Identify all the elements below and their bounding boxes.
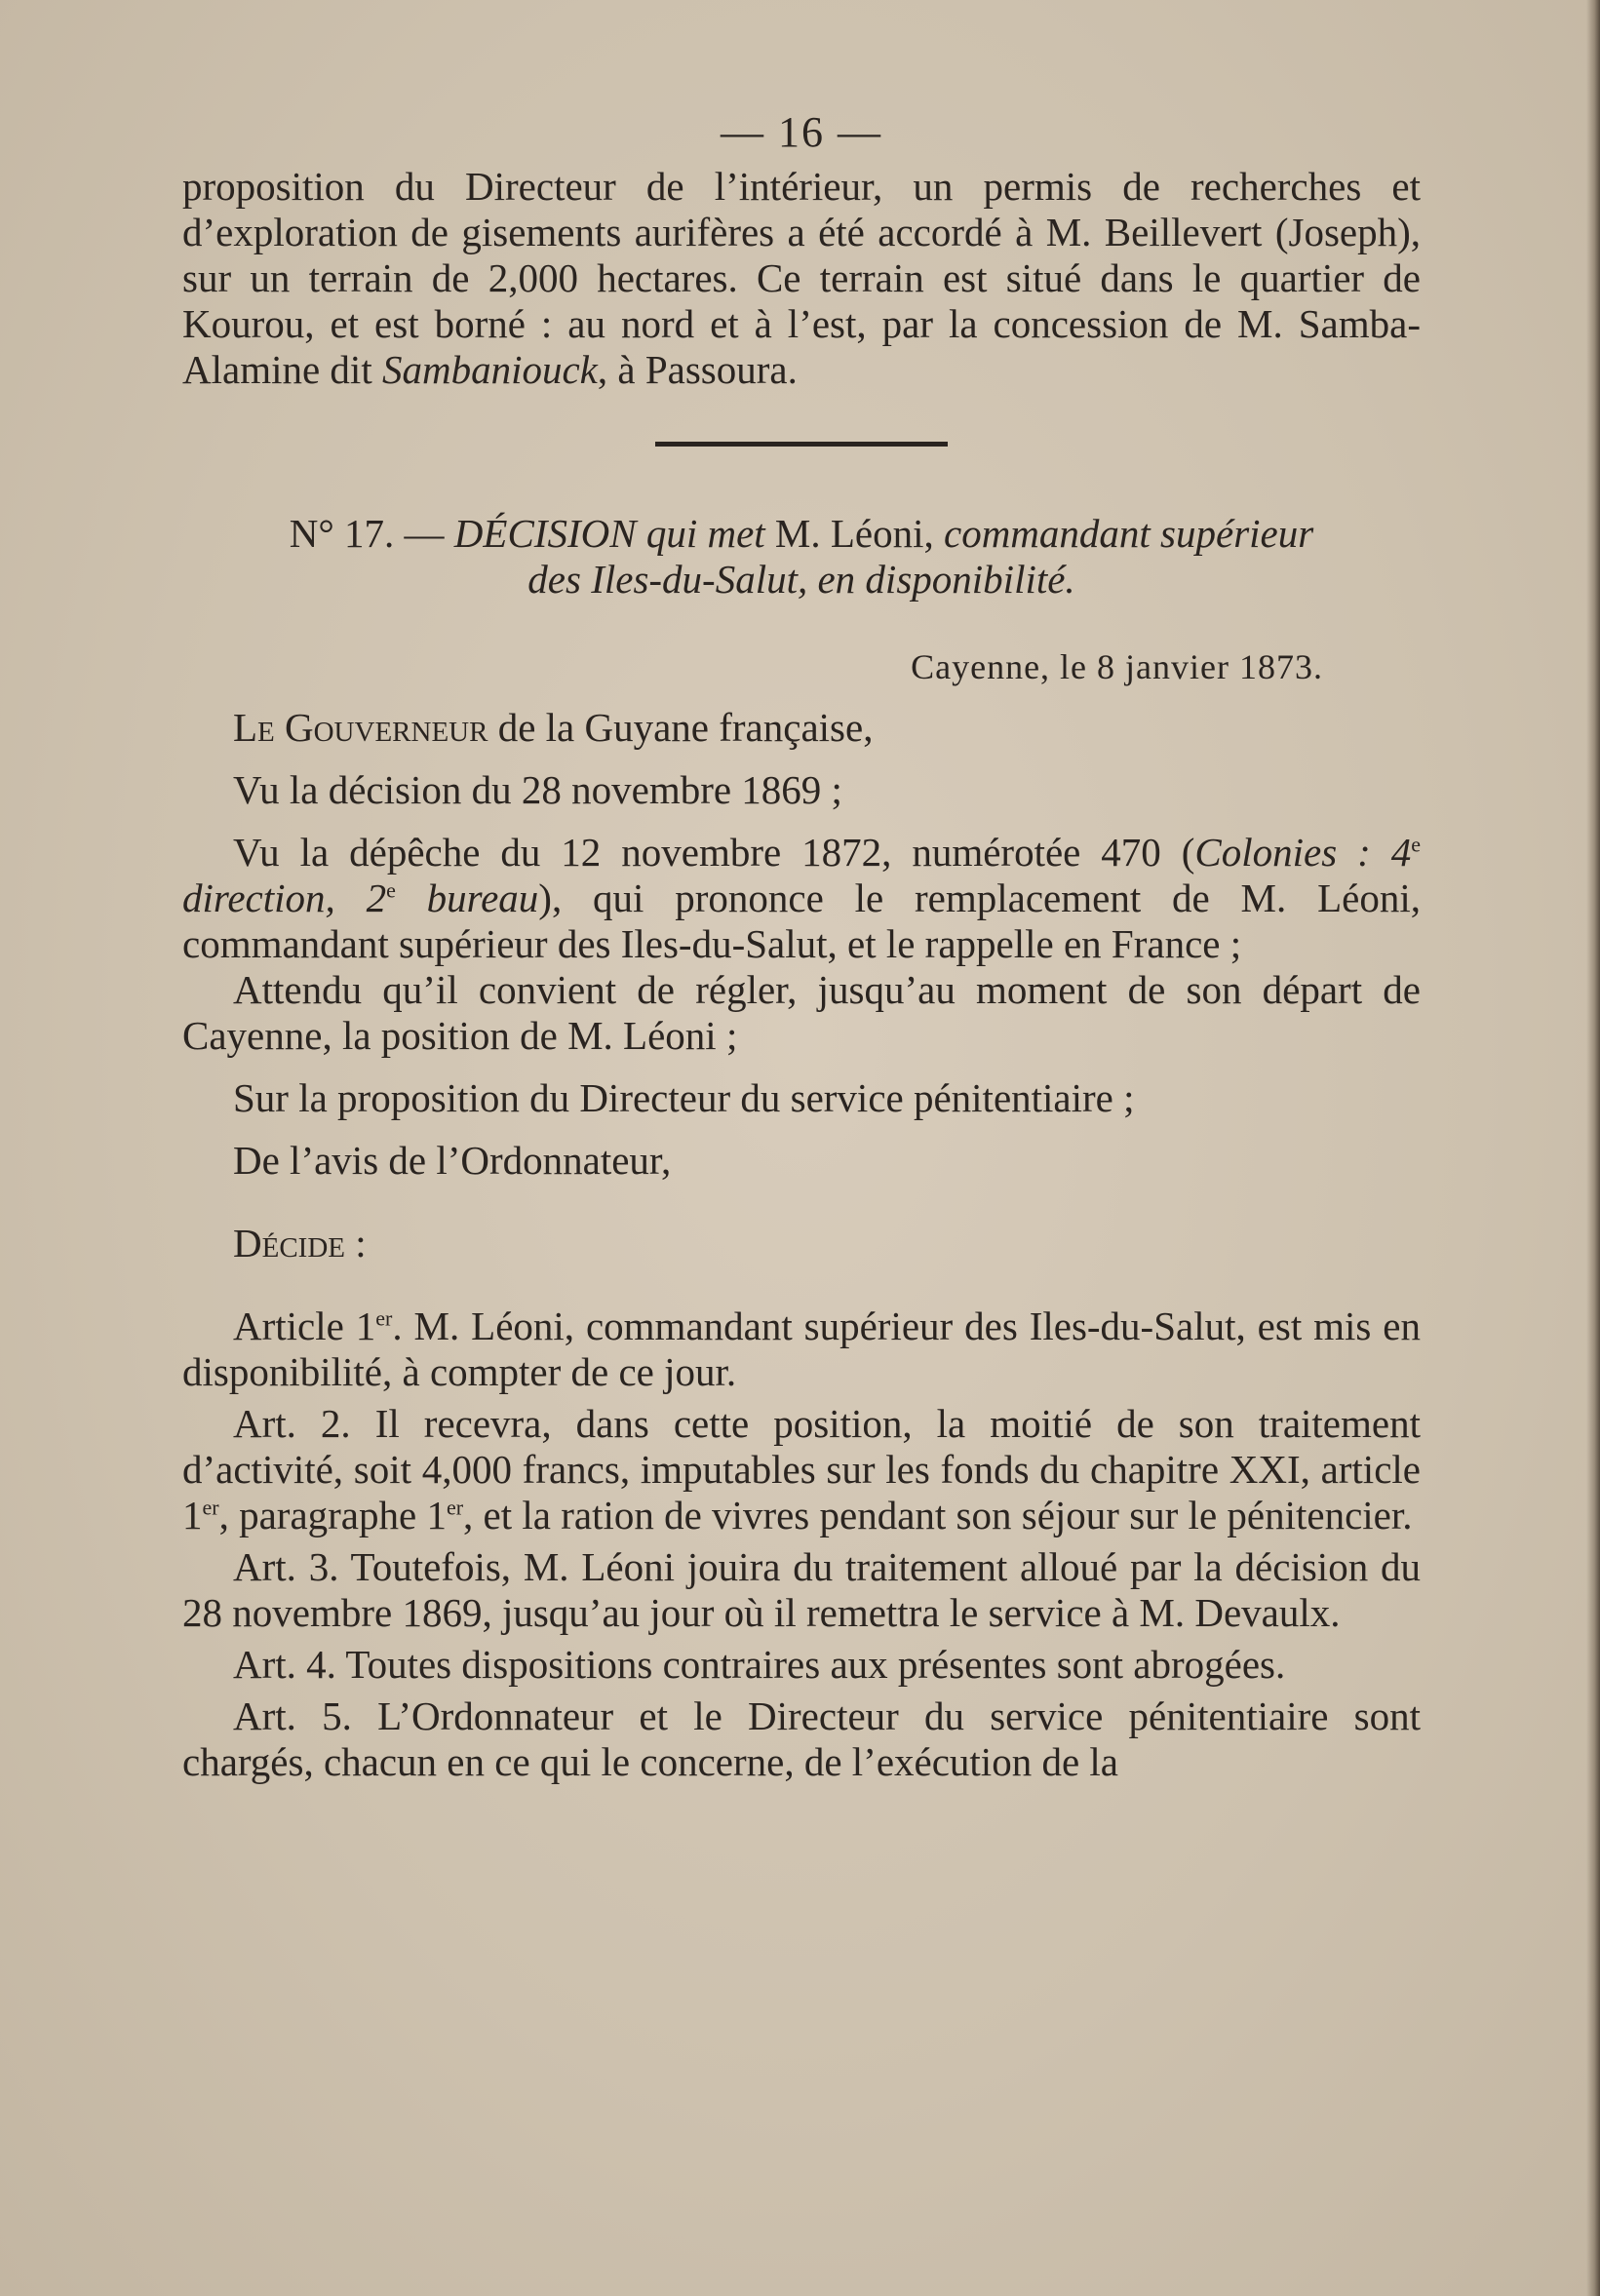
page-edge-shadow (1586, 0, 1600, 2296)
article-1 (182, 1304, 1421, 1395)
intro-text-before: proposition du Directeur de l’intérieur, un permis de recherches et d’exploration de gisements aurifères a été accordé à M. Beillevert (Joseph), sur un terrain de 2,000 hectares. Ce terrain est situé dans le quartier de Kourou, et est borné : au nord et à l’est, par la concession de M. Samba-Alamine dit (182, 164, 1421, 392)
decision-heading-line2 (182, 557, 1421, 603)
decision-word: DÉCISION (453, 511, 637, 556)
intro-paragraph (182, 164, 1421, 393)
article-5: Art. 5. L’Ordonnateur et le Directeur du service pénitentiaire sont chargés, chacun en ce qui le concerne, de l’exécution de la (182, 1693, 1421, 1784)
vu2-italic-c: bureau (395, 876, 539, 920)
article-2-part1: Art. 2. Il recevra, dans cette position, la moitié de son traitement d’activité, soit 4,000 francs, imputables sur les fonds du chapitre XXI, article 1 (182, 1401, 1421, 1537)
article-1-label: Article 1 (233, 1304, 376, 1348)
article-2-part2: , paragraphe 1 (218, 1493, 447, 1537)
attendu-paragraph: Attendu qu’il convient de régler, jusqu’au moment de son départ de Cayenne, la position de M. Léoni ; (182, 967, 1421, 1058)
governor-rest: de la Guyane française, (488, 705, 874, 750)
article-1-text: . M. Léoni, commandant supérieur des Iles-du-Salut, est mis en disponibilité, à compter de ce jour. (182, 1304, 1421, 1394)
intro-text-after: , à Passoura. (597, 347, 798, 392)
heading-person: M. Léoni, (774, 511, 944, 556)
vu-depeche (182, 830, 1421, 967)
vu2-sup-a: e (1411, 832, 1421, 857)
article-3: Art. 3. Toutefois, M. Léoni jouira du traitement alloué par la décision du 28 novembre 1869, jusqu’au jour où il remettra le service à M. Devaulx. (182, 1544, 1421, 1635)
article-2-sup1: er (202, 1495, 219, 1520)
article-2-part3: , et la ration de vivres pendant son séjour sur le pénitencier. (463, 1493, 1413, 1537)
page-number: — 16 — (721, 108, 882, 156)
section-divider (655, 442, 948, 447)
article-2 (182, 1401, 1421, 1538)
vu2-after: ), qui prononce le remplacement de M. Léoni, commandant supérieur des Iles-du-Salut, et le rappelle en France ; (182, 876, 1421, 966)
governor-line (182, 705, 1421, 751)
article-2-sup2: er (446, 1495, 464, 1520)
heading-qui-met: qui met (636, 511, 775, 556)
intro-italic-name: Sambaniouck (381, 347, 598, 392)
vu2-before: Vu la dépêche du 12 novembre 1872, numérotée 470 ( (233, 830, 1195, 875)
vu2-italic-b: direction, 2 (182, 876, 387, 920)
avis-line: De l’avis de l’Ordonnateur, (233, 1138, 672, 1183)
vu2-sup-b: e (386, 877, 396, 903)
vu2-italic-a: Colonies : 4 (1194, 830, 1412, 875)
article-1-sup: er (375, 1305, 393, 1331)
text-column (182, 107, 1421, 1785)
heading-title-line1: commandant supérieur (944, 511, 1314, 556)
governor-smallcaps: Le Gouverneur (233, 705, 488, 750)
decision-number: N° 17. (289, 511, 395, 556)
decide-line (182, 1221, 1421, 1266)
vu-decision: Vu la décision du 28 novembre 1869 ; (233, 767, 842, 812)
date-line: Cayenne, le 8 janvier 1873. (911, 647, 1323, 686)
decide-smallcaps: Décide : (233, 1221, 367, 1265)
heading-title-line2: des Iles-du-Salut, en disponibilité. (527, 557, 1075, 602)
heading-dash: — (394, 511, 454, 556)
article-4: Art. 4. Toutes dispositions contraires aux présentes sont abrogées. (233, 1642, 1286, 1687)
decision-heading (182, 511, 1421, 557)
sur-proposition: Sur la proposition du Directeur du service pénitentiaire ; (233, 1075, 1135, 1120)
